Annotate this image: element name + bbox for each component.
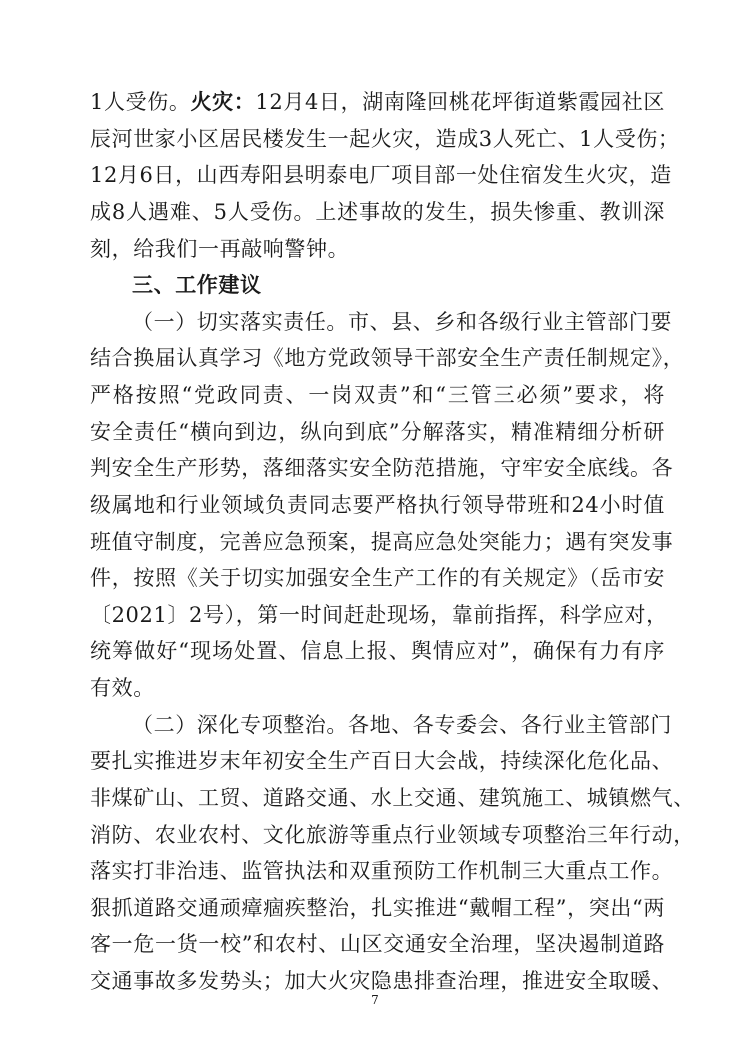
- text-line-4: 成8人遇难、5人受伤。上述事故的发生，损失惨重、教训深: [90, 199, 665, 224]
- section-heading-3: 三、工作建议: [132, 273, 262, 298]
- text-line-2: 辰河世家小区居民楼发生一起火灾，造成3人死亡、1人受伤；: [90, 126, 680, 151]
- text-line-7: （一）切实落实责任。市、县、乡和各级行业主管部门要: [132, 309, 672, 334]
- text-line-23: 狠抓道路交通顽瘴痼疾整治，扎实推进“戴帽工程”，突出“两: [90, 895, 665, 920]
- text-line-1: [90, 86, 665, 118]
- text-line-16: 统筹做好“现场处置、信息上报、舆情应对”，确保有力有序: [90, 639, 665, 664]
- fire-label: 火灾：: [190, 89, 256, 114]
- line-1-lead: 1人受伤。: [90, 90, 191, 114]
- text-line-21: 消防、农业农村、文化旅游等重点行业领域专项整治三年行动，: [90, 822, 695, 847]
- text-line-19: 要扎实推进岁末年初安全生产百日大会战，持续深化危化品、: [90, 749, 674, 774]
- page-number: 7: [371, 993, 379, 1007]
- text-line-11: 判安全生产形势，落细落实安全防范措施，守牢安全底线。各: [90, 456, 674, 481]
- text-line-10: 安全责任“横向到边，纵向到底”分解落实，精准精细分析研: [90, 419, 665, 444]
- text-line-20: 非煤矿山、工贸、道路交通、水上交通、建筑施工、城镇燃气、: [90, 785, 695, 810]
- text-line-18: （二）深化专项整治。各地、各专委会、各行业主管部门: [132, 712, 672, 737]
- text-line-3: 12月6日，山西寿阳县明泰电厂项目部一处住宿发生火灾，造: [90, 163, 672, 188]
- text-line-14: 件，按照《关于切实加强安全生产工作的有关规定》（岳市安: [90, 566, 665, 591]
- text-line-12: 级属地和行业领域负责同志要严格执行领导带班和24小时值: [90, 492, 665, 517]
- text-line-17: 有效。: [90, 676, 155, 700]
- text-line-22: 落实打非治违、监管执法和双重预防工作机制三大重点工作。: [90, 859, 674, 884]
- text-line-15: 〔2021〕2号），第一时间赶赴现场，靠前指挥，科学应对，: [90, 602, 668, 627]
- text-line-9: 严格按照“党政同责、一岗双责”和“三管三必须”要求，将: [90, 383, 665, 407]
- text-line-13: 班值守制度，完善应急预案，提高应急处突能力；遇有突发事: [90, 529, 674, 554]
- text-line-24: 客一危一货一校”和农村、山区交通安全治理，坚决遏制道路: [90, 932, 665, 957]
- text-line-8: 结合换届认真学习《地方党政领导干部安全生产责任制规定》，: [90, 346, 685, 371]
- line-1-rest: 12月4日，湖南隆回桃花坪街道紫霞园社区: [255, 90, 665, 114]
- text-line-25: 交通事故多发势头；加大火灾隐患排查治理，推进安全取暖、: [90, 969, 674, 993]
- text-line-5: 刻，给我们一再敲响警钟。: [90, 236, 350, 261]
